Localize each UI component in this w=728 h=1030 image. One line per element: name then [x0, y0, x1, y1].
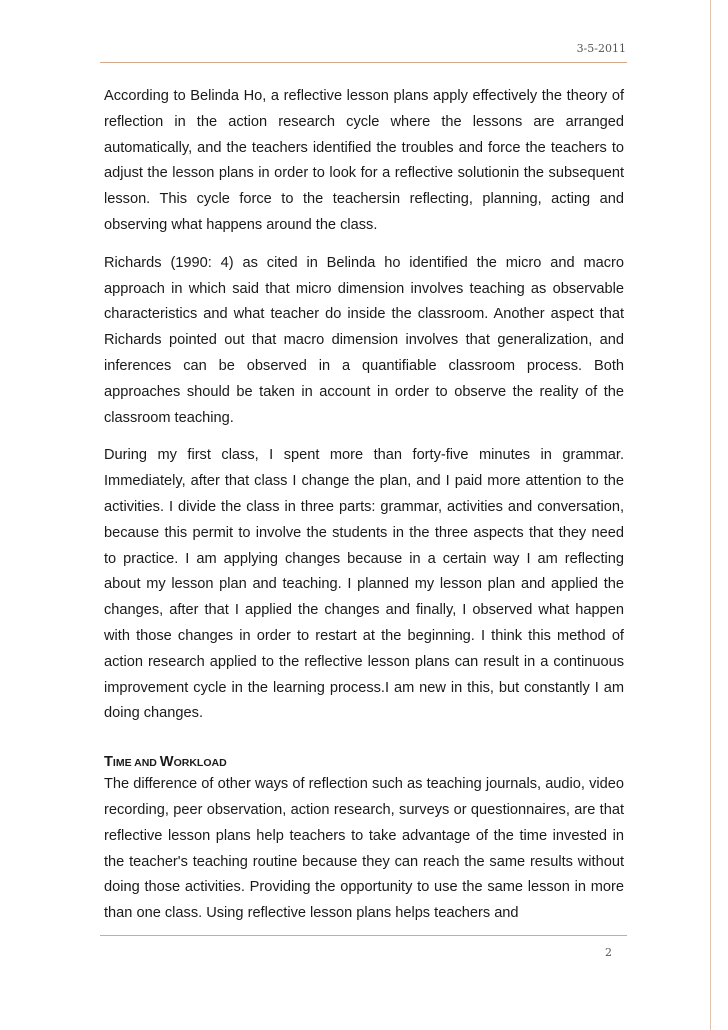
section-heading-time-and-workload: TIME AND WORKLOAD	[104, 754, 227, 771]
margin-rule	[710, 0, 711, 1030]
page-number: 2	[605, 946, 612, 959]
footer-rule	[100, 935, 627, 936]
paragraph-belinda-ho: According to Belinda Ho, a reflective lesson plans apply effectively the theory of reflection in the action research cycle where the lessons are arranged automatically, and the teachers identified the troubles and force the teachers to adjust the lesson plans in order to look for a reflective solutionin the subsequent lesson. This cycle force to the teachersin reflecting, planning, acting and observing what happens around the class.	[104, 88, 624, 233]
header-rule	[100, 62, 627, 63]
paragraph-richards: Richards (1990: 4) as cited in Belinda ho identified the micro and macro approach in which said that micro dimension involves teaching as observable characteristics and what teacher do inside the classroom. Another aspect that Richards pointed out that macro dimension involves that generalization, and inferences can be observed in a quantifiable classroom process. Both approaches should be taken in account in order to observe the reality of the classroom teaching.	[104, 254, 624, 426]
paragraph-time-and-workload: The difference of other ways of reflection such as teaching journals, audio, video recording, peer observation, action research, surveys or questionnaires, are that reflective lesson plans help teachers to take advantage of the time invested in the teacher's teaching routine because they can reach the same results without doing those activities. Providing the opportunity to use the same lesson in more than one class. Using reflective lesson plans helps teachers and	[104, 776, 624, 922]
document-body	[104, 84, 624, 939]
paragraph-first-class: During my first class, I spent more than forty-five minutes in grammar. Immediately, after that class I change the plan, and I paid more attention to the activities. I divide the class in three parts: grammar, activities and conversation, because this permit to involve the students in the three aspects that they need to practice. I am applying changes because in a certain way I am reflecting about my lesson plan and teaching. I planned my lesson plan and applied the changes, after that I applied the changes and finally, I observed what happen with those changes in order to restart at the beginning. I think this method of action research applied to the reflective lesson plans can result in a continuous improvement cycle in the learning process.I am new in this, but constantly I am doing changes.	[104, 447, 624, 722]
header-date: 3-5-2011	[576, 42, 626, 55]
